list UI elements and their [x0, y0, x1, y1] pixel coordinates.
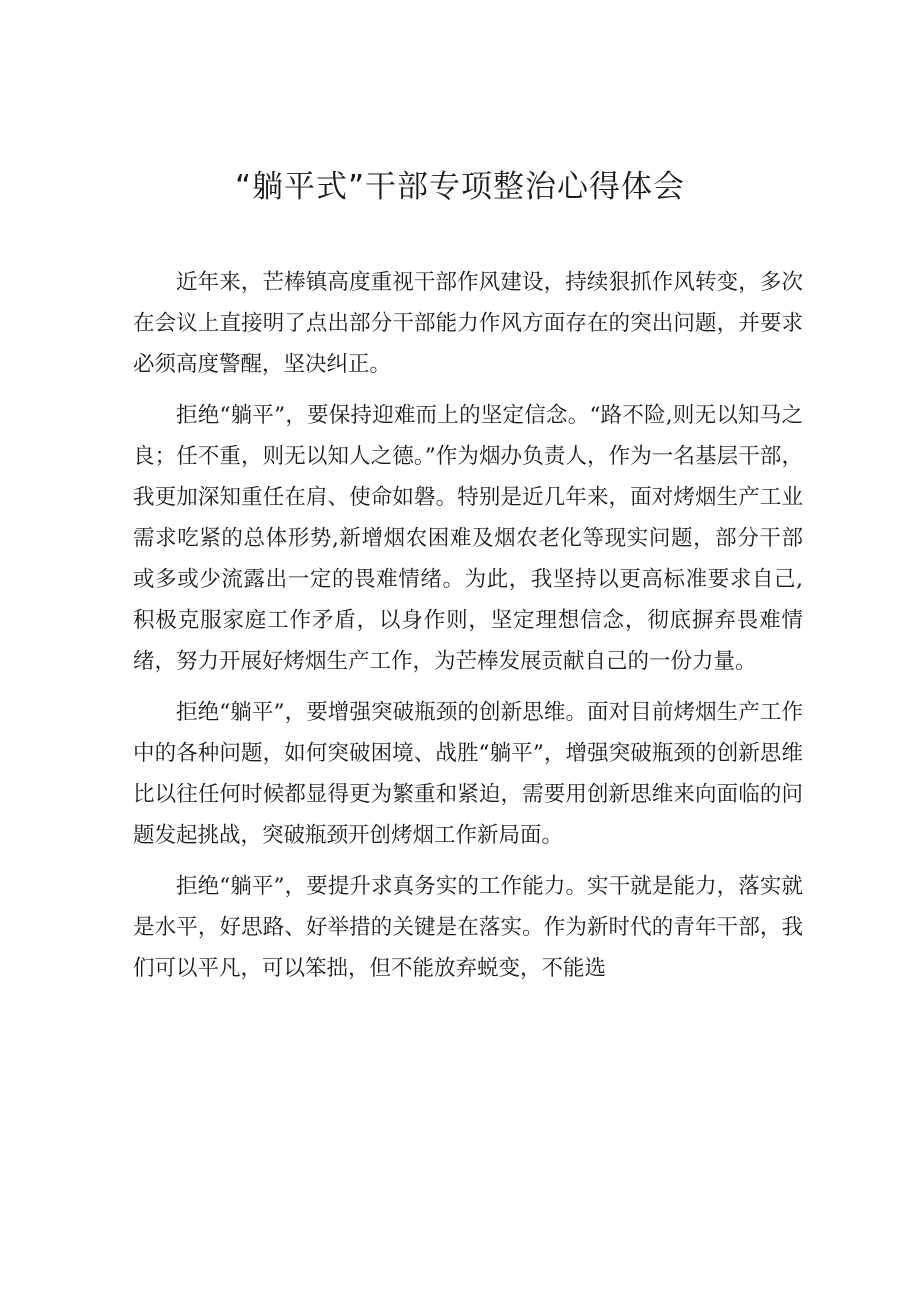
paragraph-innovation: 拒绝“躺平”，要增强突破瓶颈的创新思维。面对目前烤烟生产工作中的各种问题，如何突破困境、战胜“躺平”，增强突破瓶颈的创新思维比以往任何时候都显得更为繁重和紧迫，需要用创新思维来向面临的问题发起挑战，突破瓶颈开创烤烟工作新局面。 [133, 700, 803, 848]
paragraph-intro: 近年来，芒棒镇高度重视干部作风建设，持续狠抓作风转变，多次在会议上直接明了点出部分干部能力作风方面存在的突出问题，并要求必须高度警醒，坚决纠正。 [133, 270, 803, 377]
document-title: “躺平式”干部专项整治心得体会 [234, 169, 686, 205]
document-body [133, 262, 803, 989]
paragraph-ability: 拒绝“躺平”，要提升求真务实的工作能力。实干就是能力，落实就是水平，好思路、好举措的关键是在落实。作为新时代的青年干部，我们可以平凡，可以笨拙，但不能放弃蜕变，不能选 [133, 874, 803, 981]
paragraph-belief: 拒绝“躺平”，要保持迎难而上的坚定信念。“路不险,则无以知马之良；任不重，则无以知人之德。”作为烟办负责人，作为一名基层干部，我更加深知重任在肩、使命如磐。特别是近几年来，面对烤烟生产工业需求吃紧的总体形势,新增烟农困难及烟农老化等现实问题，部分干部或多或少流露出一定的畏难情绪。为此，我坚持以更高标准要求自己,积极克服家庭工作矛盾，以身作则，坚定理想信念，彻底摒弃畏难情绪，努力开展好烤烟生产工作，为芒棒发展贡献自己的一份力量。 [133, 403, 803, 674]
